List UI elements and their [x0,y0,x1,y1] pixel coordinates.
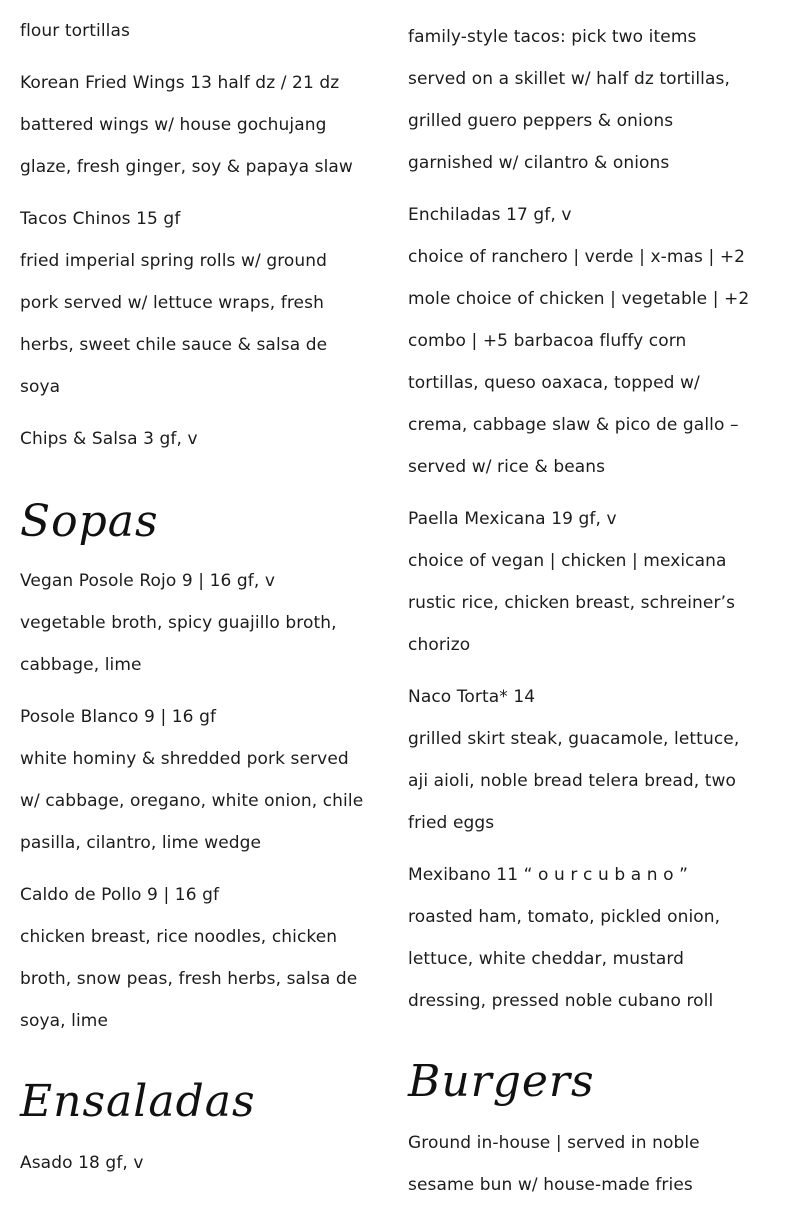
item-description-line: grilled skirt steak, guacamole, lettuce, [408,729,740,749]
item-description-line: glaze, fresh ginger, soy & papaya slaw [20,157,353,177]
item-description-line: chicken breast, rice noodles, chicken [20,927,338,947]
section-heading-ensaladas: Ensaladas [20,1076,256,1127]
item-description-line: cabbage, lime [20,655,142,675]
item-description-line: soya, lime [20,1011,109,1031]
item-title: Mexibano 11 “ o u r c u b a n o ” [408,865,689,885]
item-title: Paella Mexicana 19 gf, v [408,509,617,529]
item-description-line: pasilla, cilantro, lime wedge [20,833,262,853]
item-description-line: served on a skillet w/ half dz tortillas, [408,69,730,89]
item-description-line: roasted ham, tomato, pickled onion, [408,907,721,927]
menu-item-korean-fried-wings [20,62,385,188]
item-title: Tacos Chinos 15 gf [20,209,181,229]
item-description-line: rustic rice, chicken breast, schreiner’s [408,593,736,613]
item-description-line: tortillas, queso oaxaca, topped w/ [408,373,700,393]
item-description-line: fried eggs [408,813,495,833]
menu-item-tacos-chinos [20,198,385,408]
item-title: Enchiladas 17 gf, v [408,205,572,225]
item-title: Chips & Salsa 3 gf, v [20,429,198,449]
item-description-line: soya [20,377,61,397]
section-heading-sopas: Sopas [20,496,159,547]
item-title: Vegan Posole Rojo 9 | 16 gf, v [20,571,276,591]
item-description-line: crema, cabbage slaw & pico de gallo – [408,415,739,435]
item-description-line: grilled guero peppers & onions [408,111,674,131]
item-title: Posole Blanco 9 | 16 gf [20,707,217,727]
section-heading-burgers: Burgers [408,1056,595,1107]
menu-item-caldo-de-pollo [20,874,385,1042]
item-description-line: vegetable broth, spicy guajillo broth, [20,613,337,633]
item-description-line: mole choice of chicken | vegetable | +2 [408,289,750,309]
item-title: Asado 18 gf, v [20,1153,144,1173]
item-description-line: pork served w/ lettuce wraps, fresh [20,293,324,313]
item-description-line: aji aioli, noble bread telera bread, two [408,771,737,791]
item-description-line: flour tortillas [20,21,130,41]
menu-item-posole-blanco [20,696,385,864]
menu-item-partial-top-right [408,16,773,184]
item-title: Caldo de Pollo 9 | 16 gf [20,885,220,905]
menu-item-naco-torta [408,676,773,844]
item-description-line: choice of ranchero | verde | x-mas | +2 [408,247,746,267]
menu-item-mexibano [408,854,773,1022]
item-title: Korean Fried Wings 13 half dz / 21 dz [20,73,340,93]
menu-item-partial-top-left [20,10,385,52]
item-description-line: broth, snow peas, fresh herbs, salsa de [20,969,358,989]
item-description-line: herbs, sweet chile sauce & salsa de [20,335,328,355]
item-description-line: family-style tacos: pick two items [408,27,697,47]
item-description-line: dressing, pressed noble cubano roll [408,991,714,1011]
item-description-line: Ground in-house | served in noble [408,1133,700,1153]
item-description-line: served w/ rice & beans [408,457,606,477]
item-description-line: lettuce, white cheddar, mustard [408,949,685,969]
menu-item-chips-salsa [20,418,385,460]
menu-item-paella-mexicana [408,498,773,666]
item-description-line: w/ cabbage, oregano, white onion, chile [20,791,364,811]
menu-item-vegan-posole-rojo [20,560,385,686]
item-title: Naco Torta* 14 [408,687,536,707]
item-description-line: fried imperial spring rolls w/ ground [20,251,328,271]
item-description-line: chorizo [408,635,471,655]
item-description-line: sesame bun w/ house-made fries [408,1175,693,1195]
item-description-line: garnished w/ cilantro & onions [408,153,670,173]
menu-item-asado [20,1142,385,1184]
item-description-line: battered wings w/ house gochujang [20,115,327,135]
item-description-line: choice of vegan | chicken | mexicana [408,551,727,571]
menu-item-enchiladas [408,194,773,488]
item-description-line: combo | +5 barbacoa fluffy corn [408,331,687,351]
section-intro-burgers [408,1122,773,1206]
item-description-line: white hominy & shredded pork served [20,749,349,769]
